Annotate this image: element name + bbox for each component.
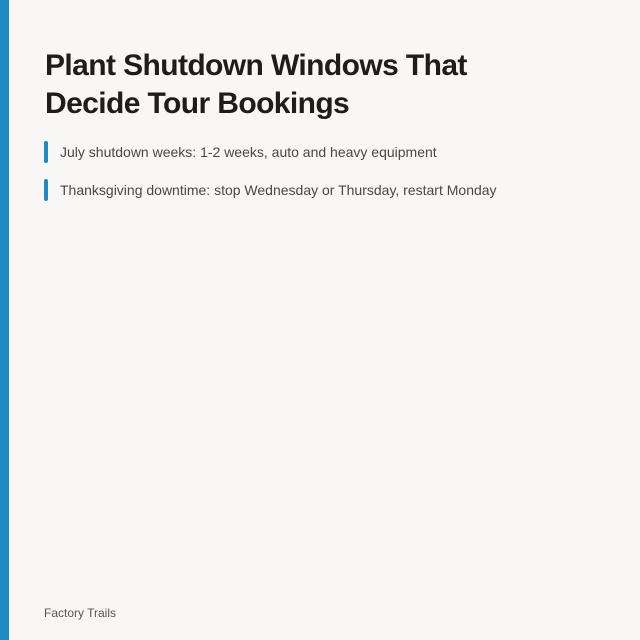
page-title: Plant Shutdown Windows That Decide Tour Bookings (45, 49, 467, 120)
bullet-list (44, 141, 604, 217)
bullet-text: July shutdown weeks: 1-2 weeks, auto and heavy equipment (60, 144, 437, 160)
bullet-text: Thanksgiving downtime: stop Wednesday or Thursday, restart Monday (60, 182, 497, 198)
left-accent-bar (0, 0, 9, 640)
bullet-item-thanksgiving-downtime (44, 179, 604, 201)
bullet-marker (44, 179, 48, 201)
bullet-item-july-shutdown (44, 141, 604, 163)
footer-brand: Factory Trails (44, 606, 117, 620)
bullet-marker (44, 141, 48, 163)
